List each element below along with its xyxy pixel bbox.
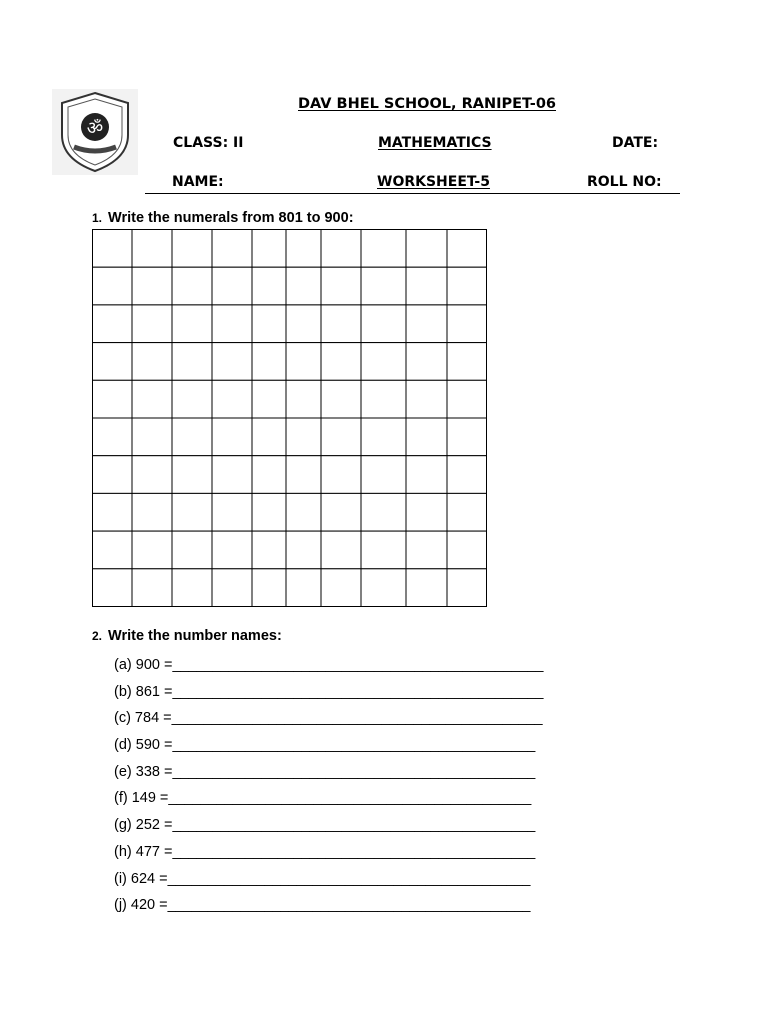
grid-cell[interactable] xyxy=(93,456,133,494)
grid-cell[interactable] xyxy=(132,418,172,456)
grid-cell[interactable] xyxy=(132,456,172,494)
grid-cell[interactable] xyxy=(132,569,172,607)
grid-cell[interactable] xyxy=(406,531,447,569)
grid-cell[interactable] xyxy=(406,267,447,305)
grid-cell[interactable] xyxy=(447,569,487,607)
grid-cell[interactable] xyxy=(212,531,252,569)
grid-cell[interactable] xyxy=(406,456,447,494)
question-1-number: 1. xyxy=(92,211,103,225)
answer-blank[interactable]: ______________________________________________ xyxy=(172,657,544,673)
numeral-grid[interactable] xyxy=(92,229,487,607)
grid-cell[interactable] xyxy=(132,380,172,418)
grid-cell[interactable] xyxy=(321,569,361,607)
grid-cell[interactable] xyxy=(172,456,212,494)
grid-cell[interactable] xyxy=(321,493,361,531)
grid-cell[interactable] xyxy=(286,418,321,456)
grid-cell[interactable] xyxy=(172,305,212,343)
grid-cell[interactable] xyxy=(93,418,133,456)
grid-cell[interactable] xyxy=(212,267,252,305)
grid-cell[interactable] xyxy=(447,380,487,418)
grid-cell[interactable] xyxy=(286,456,321,494)
grid-cell[interactable] xyxy=(172,267,212,305)
grid-cell[interactable] xyxy=(361,418,406,456)
answer-blank[interactable]: ______________________________________________ xyxy=(172,683,544,700)
answer-blank[interactable]: ______________________________________________ xyxy=(171,710,543,727)
school-logo xyxy=(52,89,138,175)
grid-cell[interactable] xyxy=(286,531,321,569)
grid-cell[interactable] xyxy=(132,531,172,569)
grid-cell[interactable] xyxy=(132,493,172,531)
answer-label: (h) 477 = xyxy=(114,843,173,860)
answer-label: (b) 861 = xyxy=(114,683,173,700)
grid-cell[interactable] xyxy=(286,267,321,305)
answer-blank[interactable]: _____________________________________________ xyxy=(168,790,532,807)
answer-label: (f) 149 = xyxy=(114,790,169,807)
grid-cell[interactable] xyxy=(252,267,286,305)
grid-cell[interactable] xyxy=(172,531,212,569)
grid-cell[interactable] xyxy=(286,569,321,607)
grid-cell[interactable] xyxy=(252,569,286,607)
grid-cell[interactable] xyxy=(252,305,286,343)
answer-label: (g) 252 = xyxy=(114,817,173,834)
grid-cell[interactable] xyxy=(212,569,252,607)
roll-no-label: ROLL NO: xyxy=(587,174,662,190)
answer-label: (j) 420 = xyxy=(114,897,168,914)
grid-cell[interactable] xyxy=(252,380,286,418)
grid-cell[interactable] xyxy=(252,531,286,569)
answer-label: (e) 338 = xyxy=(114,763,173,780)
grid-cell[interactable] xyxy=(447,493,487,531)
grid-cell[interactable] xyxy=(132,305,172,343)
grid-cell[interactable] xyxy=(406,380,447,418)
grid-cell[interactable] xyxy=(361,230,406,268)
grid-cell[interactable] xyxy=(406,569,447,607)
answer-blank[interactable]: _____________________________________________ xyxy=(167,870,531,887)
answer-label: (a) 900 = xyxy=(114,657,173,673)
grid-cell[interactable] xyxy=(406,305,447,343)
grid-cell[interactable] xyxy=(286,380,321,418)
grid-cell[interactable] xyxy=(321,343,361,381)
grid-cell[interactable] xyxy=(447,343,487,381)
answer-line-i[interactable] xyxy=(114,866,543,893)
answer-blank[interactable]: _____________________________________________ xyxy=(167,897,531,914)
grid-cell[interactable] xyxy=(93,305,133,343)
grid-cell[interactable] xyxy=(361,305,406,343)
grid-cell[interactable] xyxy=(93,230,133,268)
grid-cell[interactable] xyxy=(321,418,361,456)
question-1-text: Write the numerals from 801 to 900: xyxy=(108,210,354,226)
grid-cell[interactable] xyxy=(212,493,252,531)
answer-line-c[interactable] xyxy=(114,705,543,732)
grid-cell[interactable] xyxy=(447,531,487,569)
grid-cell[interactable] xyxy=(93,569,133,607)
grid-cell[interactable] xyxy=(286,230,321,268)
school-name: DAV BHEL SCHOOL, RANIPET-06 xyxy=(298,96,556,112)
grid-cell[interactable] xyxy=(447,230,487,268)
om-symbol: ॐ xyxy=(86,118,104,139)
header-divider xyxy=(145,193,680,194)
number-names-list xyxy=(114,652,543,919)
grid-cell[interactable] xyxy=(252,343,286,381)
grid-cell[interactable] xyxy=(447,418,487,456)
grid-cell[interactable] xyxy=(286,493,321,531)
answer-line-a[interactable] xyxy=(114,652,543,679)
question-2-text: Write the number names: xyxy=(108,628,282,644)
grid-cell[interactable] xyxy=(406,230,447,268)
grid-cell[interactable] xyxy=(212,456,252,494)
answer-blank[interactable]: _____________________________________________ xyxy=(172,737,536,754)
grid-cell[interactable] xyxy=(172,493,212,531)
grid-cell[interactable] xyxy=(286,343,321,381)
grid-cell[interactable] xyxy=(212,380,252,418)
grid-cell[interactable] xyxy=(172,230,212,268)
grid-cell[interactable] xyxy=(321,305,361,343)
answer-line-d[interactable] xyxy=(114,732,543,759)
answer-label: (c) 784 = xyxy=(114,710,172,727)
grid-cell[interactable] xyxy=(321,230,361,268)
grid-cell[interactable] xyxy=(447,456,487,494)
grid-cell[interactable] xyxy=(93,343,133,381)
subject-title: MATHEMATICS xyxy=(378,135,492,151)
grid-cell[interactable] xyxy=(406,418,447,456)
question-2-title xyxy=(92,628,282,644)
grid-cell[interactable] xyxy=(172,418,212,456)
answer-label: (i) 624 = xyxy=(114,870,168,887)
grid-cell[interactable] xyxy=(406,343,447,381)
grid-cell[interactable] xyxy=(93,267,133,305)
name-label: NAME: xyxy=(172,174,224,190)
grid-cell[interactable] xyxy=(252,418,286,456)
grid-cell[interactable] xyxy=(93,380,133,418)
grid-cell[interactable] xyxy=(361,531,406,569)
grid-cell[interactable] xyxy=(132,267,172,305)
grid-cell[interactable] xyxy=(172,343,212,381)
answer-line-j[interactable] xyxy=(114,892,543,919)
grid-cell[interactable] xyxy=(361,343,406,381)
worksheet-title: WORKSHEET-5 xyxy=(377,174,490,190)
grid-cell[interactable] xyxy=(361,569,406,607)
answer-line-f[interactable] xyxy=(114,785,543,812)
grid-cell[interactable] xyxy=(361,456,406,494)
grid-cell[interactable] xyxy=(172,380,212,418)
grid-cell[interactable] xyxy=(361,493,406,531)
answer-line-g[interactable] xyxy=(114,812,543,839)
answer-line-b[interactable] xyxy=(114,679,543,706)
grid-cell[interactable] xyxy=(212,418,252,456)
grid-cell[interactable] xyxy=(212,305,252,343)
grid-cell[interactable] xyxy=(447,305,487,343)
grid-cell[interactable] xyxy=(252,230,286,268)
answer-line-h[interactable] xyxy=(114,839,543,866)
class-label: CLASS: II xyxy=(173,135,244,151)
question-2-number: 2. xyxy=(92,629,103,643)
grid-cell[interactable] xyxy=(212,230,252,268)
answer-blank[interactable]: _____________________________________________ xyxy=(172,843,536,860)
grid-cell[interactable] xyxy=(286,305,321,343)
grid-cell[interactable] xyxy=(321,531,361,569)
grid-cell[interactable] xyxy=(321,456,361,494)
grid-cell[interactable] xyxy=(93,493,133,531)
answer-blank[interactable]: _____________________________________________ xyxy=(172,817,536,834)
grid-cell[interactable] xyxy=(132,343,172,381)
grid-cell[interactable] xyxy=(447,267,487,305)
answer-blank[interactable]: _____________________________________________ xyxy=(172,763,536,780)
grid-cell[interactable] xyxy=(361,267,406,305)
grid-cell[interactable] xyxy=(406,493,447,531)
grid-cell[interactable] xyxy=(212,343,252,381)
grid-cell[interactable] xyxy=(132,230,172,268)
grid-cell[interactable] xyxy=(321,380,361,418)
date-label: DATE: xyxy=(612,135,659,151)
grid-cell[interactable] xyxy=(252,456,286,494)
grid-cell[interactable] xyxy=(321,267,361,305)
grid-cell[interactable] xyxy=(252,493,286,531)
grid-cell[interactable] xyxy=(93,531,133,569)
grid-cell[interactable] xyxy=(172,569,212,607)
answer-line-e[interactable] xyxy=(114,759,543,786)
answer-label: (d) 590 = xyxy=(114,737,173,754)
grid-cell[interactable] xyxy=(361,380,406,418)
question-1-title xyxy=(92,210,354,226)
